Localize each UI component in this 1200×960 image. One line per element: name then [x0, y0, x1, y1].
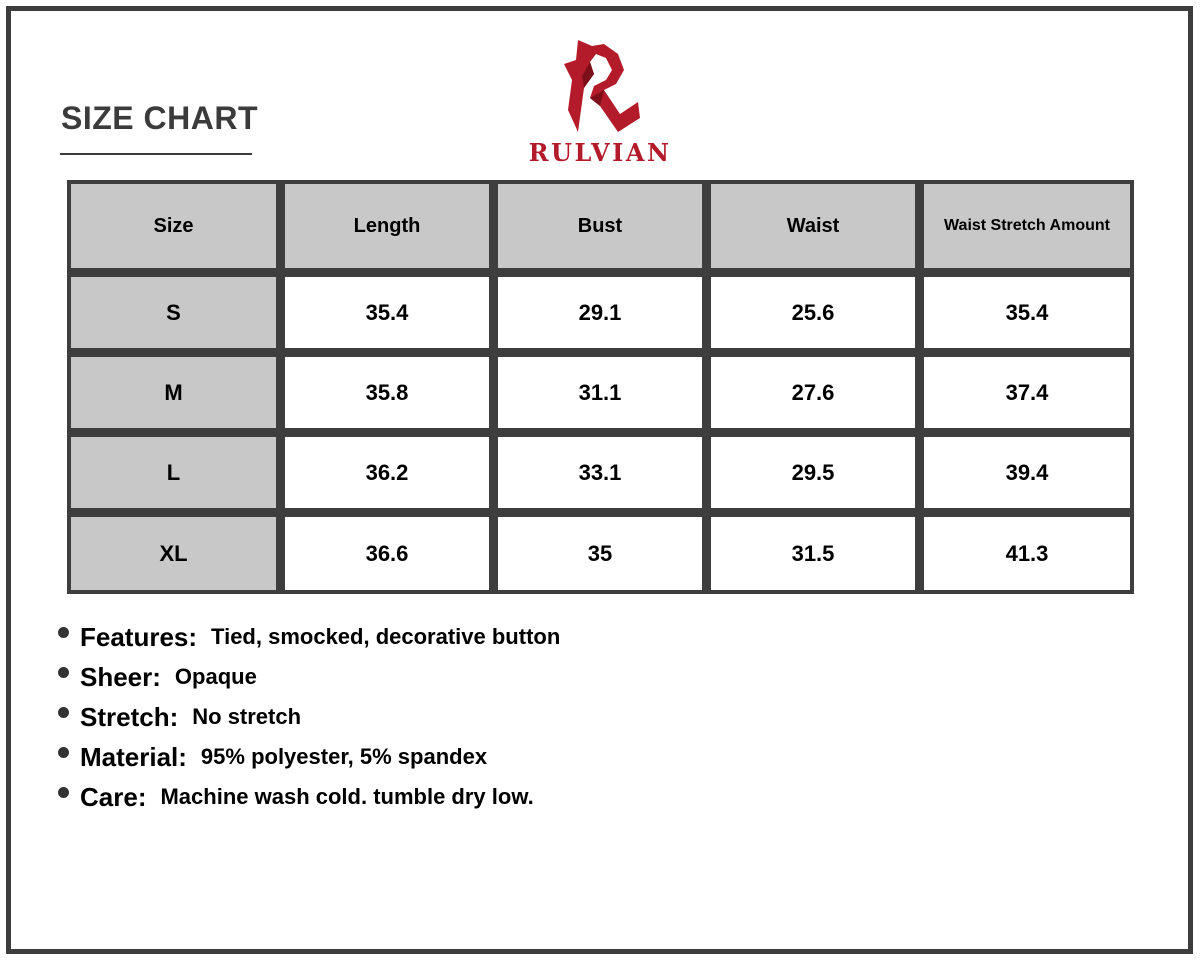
bullet-icon — [58, 747, 69, 758]
table-cell: 27.6 — [711, 357, 915, 428]
feature-item — [58, 740, 1158, 780]
feature-label: Sheer: — [80, 662, 161, 692]
table-header-cell: Waist — [711, 184, 915, 268]
feature-value: Machine wash cold. tumble dry low. — [160, 784, 534, 809]
table-cell: 31.5 — [711, 517, 915, 590]
feature-value: Opaque — [174, 664, 257, 689]
feature-item — [58, 620, 1158, 660]
bullet-icon — [58, 787, 69, 798]
table-cell: 29.5 — [711, 437, 915, 508]
bullet-icon — [58, 667, 69, 678]
brand-logo — [515, 40, 685, 168]
table-cell: 29.1 — [498, 277, 702, 348]
feature-value: No stretch — [192, 704, 302, 729]
feature-item — [58, 780, 1158, 820]
table-cell: 36.2 — [285, 437, 489, 508]
table-size-cell: L — [71, 437, 276, 508]
size-table — [67, 180, 1134, 594]
feature-value: 95% polyester, 5% spandex — [200, 744, 488, 769]
table-header-cell: Size — [71, 184, 276, 268]
table-cell: 33.1 — [498, 437, 702, 508]
feature-label: Material: — [80, 742, 187, 772]
table-cell: 36.6 — [285, 517, 489, 590]
table-header-cell: Waist Stretch Amount — [924, 184, 1130, 268]
table-cell: 35.4 — [285, 277, 489, 348]
feature-label: Stretch: — [80, 702, 179, 732]
bullet-icon — [58, 627, 69, 638]
feature-item — [58, 700, 1158, 740]
table-header-cell: Length — [285, 184, 489, 268]
table-cell: 37.4 — [924, 357, 1130, 428]
feature-label: Features: — [80, 622, 198, 652]
table-cell: 35 — [498, 517, 702, 590]
table-cell: 35.8 — [285, 357, 489, 428]
table-size-cell: S — [71, 277, 276, 348]
table-header-cell: Bust — [498, 184, 702, 268]
feature-item — [58, 660, 1158, 700]
table-cell: 25.6 — [711, 277, 915, 348]
title-underline — [60, 153, 252, 155]
brand-name: RULVIAN — [528, 138, 672, 167]
table-cell: 31.1 — [498, 357, 702, 428]
table-cell: 39.4 — [924, 437, 1130, 508]
feature-label: Care: — [80, 782, 147, 812]
table-cell: 41.3 — [924, 517, 1130, 590]
feature-value: Tied, smocked, decorative button — [211, 624, 561, 649]
feature-list — [58, 620, 1158, 820]
table-size-cell: M — [71, 357, 276, 428]
page-title: SIZE CHART — [61, 100, 258, 136]
table-cell: 35.4 — [924, 277, 1130, 348]
table-size-cell: XL — [71, 517, 276, 590]
letter-r-logo-icon — [560, 40, 640, 135]
bullet-icon — [58, 707, 69, 718]
